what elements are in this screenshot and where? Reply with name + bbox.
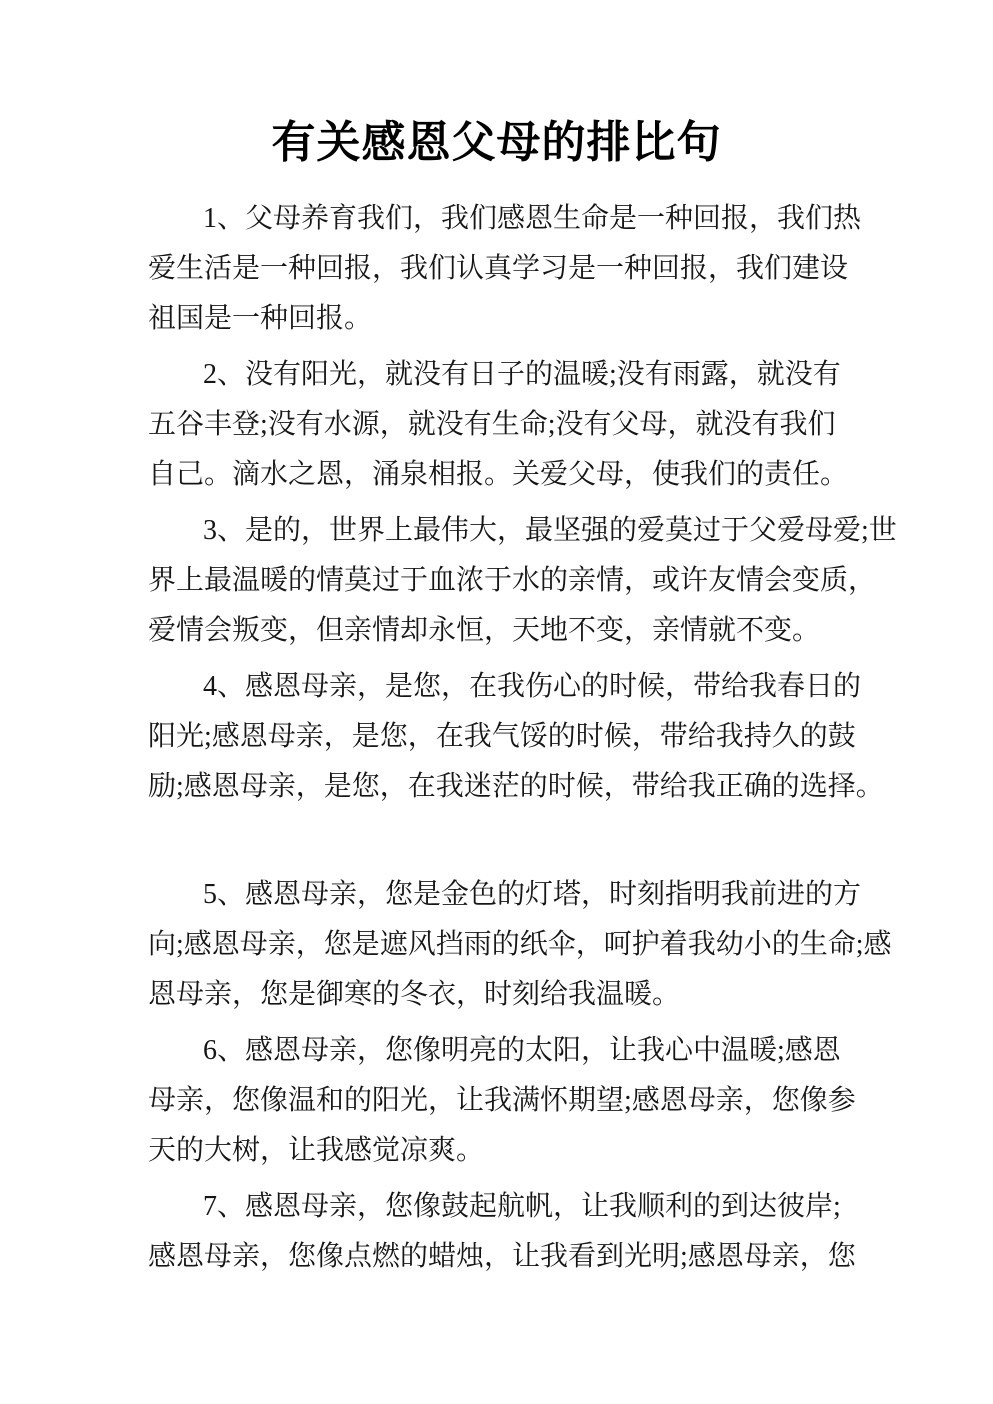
paragraph-line: 7、感恩母亲，您像鼓起航帆，让我顺利的到达彼岸; bbox=[203, 1191, 841, 1222]
document-body bbox=[148, 194, 928, 1282]
paragraph-line: 五谷丰登;没有水源，就没有生命;没有父母，就没有我们 bbox=[148, 409, 836, 440]
paragraph bbox=[148, 194, 928, 344]
paragraph-line: 3、是的，世界上最伟大，最坚强的爱莫过于父爱母爱;世 bbox=[203, 515, 897, 546]
paragraph-line: 2、没有阳光，就没有日子的温暖;没有雨露，就没有 bbox=[203, 359, 841, 390]
paragraph-line: 天的大树，让我感觉凉爽。 bbox=[148, 1135, 485, 1166]
paragraph bbox=[148, 506, 928, 656]
paragraph bbox=[148, 870, 928, 1020]
paragraph-line: 祖国是一种回报。 bbox=[148, 303, 373, 334]
paragraph-line: 界上最温暖的情莫过于血浓于水的亲情，或许友情会变质， bbox=[148, 565, 877, 596]
paragraph-line: 母亲，您像温和的阳光，让我满怀期望;感恩母亲，您像参 bbox=[148, 1085, 856, 1116]
paragraph-line: 爱生活是一种回报，我们认真学习是一种回报，我们建设 bbox=[148, 253, 849, 284]
paragraph bbox=[148, 1026, 928, 1176]
paragraph-line: 励;感恩母亲，是您，在我迷茫的时候，带给我正确的选择。 bbox=[148, 771, 884, 802]
paragraph-line: 4、感恩母亲，是您，在我伤心的时候，带给我春日的 bbox=[203, 671, 862, 702]
paragraph-line: 自己。滴水之恩，涌泉相报。关爱父母，使我们的责任。 bbox=[148, 459, 849, 490]
paragraph-line: 爱情会叛变，但亲情却永恒，天地不变，亲情就不变。 bbox=[148, 615, 821, 646]
paragraph bbox=[148, 350, 928, 500]
paragraph-line: 5、感恩母亲，您是金色的灯塔，时刻指明我前进的方 bbox=[203, 879, 862, 910]
paragraph-line: 1、父母养育我们，我们感恩生命是一种回报，我们热 bbox=[203, 203, 862, 234]
paragraph-line: 向;感恩母亲，您是遮风挡雨的纸伞，呵护着我幼小的生命;感 bbox=[148, 929, 892, 960]
paragraph-line: 恩母亲，您是御寒的冬衣，时刻给我温暖。 bbox=[148, 979, 681, 1010]
paragraph bbox=[148, 662, 928, 812]
paragraph-line: 阳光;感恩母亲，是您，在我气馁的时候，带给我持久的鼓 bbox=[148, 721, 856, 752]
paragraph-line: 感恩母亲，您像点燃的蜡烛，让我看到光明;感恩母亲，您 bbox=[148, 1241, 856, 1272]
document-title: 有关感恩父母的排比句 bbox=[271, 118, 722, 167]
paragraph bbox=[148, 1182, 928, 1282]
paragraph-line: 6、感恩母亲，您像明亮的太阳，让我心中温暖;感恩 bbox=[203, 1035, 841, 1066]
